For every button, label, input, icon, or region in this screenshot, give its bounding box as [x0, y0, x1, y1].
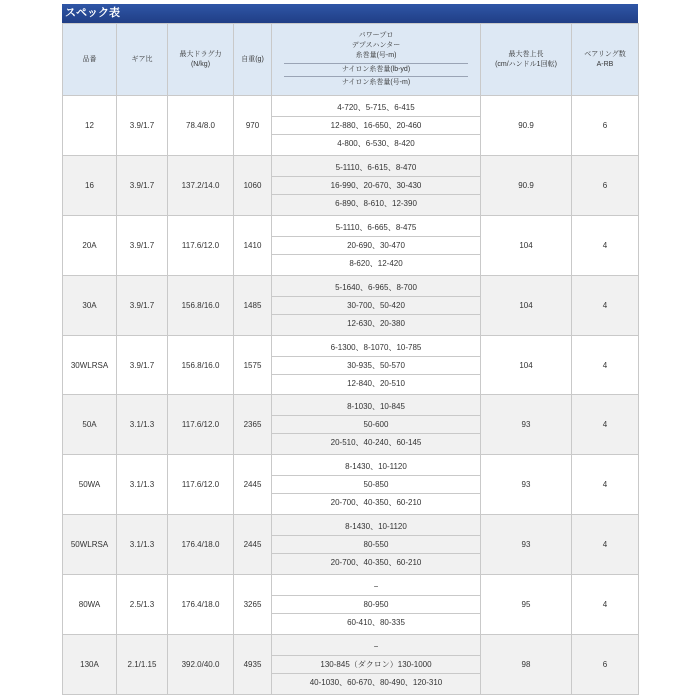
cell-max-drag: 137.2/14.0	[168, 155, 234, 215]
capacity-line: 50-850	[272, 475, 480, 493]
cell-bearings: 4	[572, 575, 639, 635]
capacity-line: 20-690、30-470	[272, 236, 480, 254]
capacity-line: 12-880、16-650、20-460	[272, 116, 480, 134]
cell-max-retrieve: 93	[481, 395, 572, 455]
section-title: スペック表	[62, 4, 638, 23]
cell-max-drag: 78.4/8.0	[168, 96, 234, 156]
cell-model: 50WA	[63, 455, 117, 515]
cell-gear-ratio: 3.9/1.7	[117, 155, 168, 215]
capacity-line: 20-700、40-350、60-210	[272, 493, 480, 511]
cell-max-retrieve: 98	[481, 635, 572, 695]
cell-gear-ratio: 3.1/1.3	[117, 455, 168, 515]
header-line-capacity: パワープロ デプスハンター 糸巻量(号-m) ナイロン糸巻量(lb-yd) ナイロン糸巻量(号-m)	[272, 24, 481, 96]
header-weight: 自重(g)	[234, 24, 272, 96]
cell-gear-ratio: 3.1/1.3	[117, 395, 168, 455]
capacity-line: 30-700、50-420	[272, 296, 480, 314]
capacity-line: 5-1640、6-965、8-700	[335, 282, 417, 292]
cell-line-capacity	[272, 275, 481, 335]
cell-bearings: 4	[572, 395, 639, 455]
header-model: 品番	[63, 24, 117, 96]
cell-weight: 2445	[234, 515, 272, 575]
cell-model: 16	[63, 155, 117, 215]
cell-model: 30A	[63, 275, 117, 335]
cell-gear-ratio: 3.9/1.7	[117, 215, 168, 275]
cell-weight: 1060	[234, 155, 272, 215]
capacity-line: 5-1110、6-615、8-470	[335, 162, 417, 172]
header-row	[63, 24, 639, 96]
capacity-line: 8-620、12-420	[272, 254, 480, 272]
capacity-line: 40-1030、60-670、80-490、120-310	[272, 673, 480, 691]
capacity-line: 130-845（ダクロン）130-1000	[272, 655, 480, 673]
header-max-retrieve: 最大巻上長 (cm/ハンドル1回転)	[481, 24, 572, 96]
cell-gear-ratio: 3.9/1.7	[117, 335, 168, 395]
cell-max-retrieve: 90.9	[481, 155, 572, 215]
cell-model: 50A	[63, 395, 117, 455]
cell-weight: 1485	[234, 275, 272, 335]
cell-model: 12	[63, 96, 117, 156]
cell-bearings: 4	[572, 335, 639, 395]
capacity-line: 8-1430、10-1120	[345, 522, 407, 532]
cell-model: 20A	[63, 215, 117, 275]
cell-max-retrieve: 95	[481, 575, 572, 635]
cell-line-capacity	[272, 575, 481, 635]
cell-max-retrieve: 104	[481, 215, 572, 275]
cell-gear-ratio: 3.9/1.7	[117, 96, 168, 156]
cell-max-retrieve: 90.9	[481, 96, 572, 156]
cell-line-capacity	[272, 515, 481, 575]
header-bearings: ベアリング数 A-RB	[572, 24, 639, 96]
capacity-line: 4-720、5-715、6-415	[337, 102, 415, 112]
capacity-line: 12-630、20-380	[272, 314, 480, 332]
cell-line-capacity	[272, 635, 481, 695]
cell-line-capacity	[272, 455, 481, 515]
table-row	[63, 515, 639, 575]
capacity-line: −	[373, 641, 379, 651]
table-row	[63, 635, 639, 695]
cell-max-drag: 392.0/40.0	[168, 635, 234, 695]
cell-max-drag: 156.8/16.0	[168, 335, 234, 395]
capacity-line: 20-700、40-350、60-210	[272, 553, 480, 571]
cell-bearings: 4	[572, 515, 639, 575]
cell-max-retrieve: 104	[481, 335, 572, 395]
cell-max-retrieve: 93	[481, 455, 572, 515]
cell-max-drag: 117.6/12.0	[168, 455, 234, 515]
table-row	[63, 155, 639, 215]
cell-line-capacity	[272, 155, 481, 215]
cell-weight: 3265	[234, 575, 272, 635]
table-row	[63, 215, 639, 275]
table-row	[63, 275, 639, 335]
capacity-line: −	[373, 582, 379, 592]
table-row	[63, 575, 639, 635]
cell-max-drag: 117.6/12.0	[168, 395, 234, 455]
cell-max-retrieve: 93	[481, 515, 572, 575]
capacity-line: 6-1300、8-1070、10-785	[330, 342, 422, 352]
capacity-line: 4-800、6-530、8-420	[272, 134, 480, 152]
spec-table	[62, 23, 639, 695]
cell-model: 80WA	[63, 575, 117, 635]
cell-bearings: 4	[572, 215, 639, 275]
cell-weight: 1575	[234, 335, 272, 395]
cell-max-drag: 117.6/12.0	[168, 215, 234, 275]
cell-weight: 2365	[234, 395, 272, 455]
cell-weight: 970	[234, 96, 272, 156]
cell-bearings: 4	[572, 455, 639, 515]
capacity-line: 80-950	[272, 595, 480, 613]
table-row	[63, 335, 639, 395]
table-row	[63, 96, 639, 156]
capacity-line: 50-600	[272, 415, 480, 433]
cell-line-capacity	[272, 335, 481, 395]
capacity-line: 30-935、50-570	[272, 356, 480, 374]
cell-weight: 2445	[234, 455, 272, 515]
cell-max-drag: 176.4/18.0	[168, 575, 234, 635]
cell-line-capacity	[272, 395, 481, 455]
cell-gear-ratio: 3.1/1.3	[117, 515, 168, 575]
cell-bearings: 6	[572, 96, 639, 156]
cell-max-retrieve: 104	[481, 275, 572, 335]
capacity-line: 20-510、40-240、60-145	[272, 433, 480, 451]
table-row	[63, 395, 639, 455]
capacity-line: 80-550	[272, 535, 480, 553]
capacity-line: 12-840、20-510	[272, 374, 480, 392]
cell-line-capacity	[272, 96, 481, 156]
cell-weight: 1410	[234, 215, 272, 275]
header-gear-ratio: ギア比	[117, 24, 168, 96]
capacity-line: 60-410、80-335	[272, 613, 480, 631]
capacity-line: 8-1030、10-845	[347, 402, 405, 412]
cell-max-drag: 156.8/16.0	[168, 275, 234, 335]
capacity-line: 8-1430、10-1120	[345, 462, 407, 472]
cell-bearings: 6	[572, 155, 639, 215]
cell-max-drag: 176.4/18.0	[168, 515, 234, 575]
capacity-line: 6-890、8-610、12-390	[272, 194, 480, 212]
cell-model: 30WLRSA	[63, 335, 117, 395]
cell-weight: 4935	[234, 635, 272, 695]
capacity-line: 16-990、20-670、30-430	[272, 176, 480, 194]
cell-model: 50WLRSA	[63, 515, 117, 575]
cell-bearings: 4	[572, 275, 639, 335]
cell-model: 130A	[63, 635, 117, 695]
cell-bearings: 6	[572, 635, 639, 695]
table-row	[63, 455, 639, 515]
spec-section	[62, 4, 638, 695]
cell-gear-ratio: 2.5/1.3	[117, 575, 168, 635]
header-max-drag: 最大ドラグ力 (N/kg)	[168, 24, 234, 96]
capacity-line: 5-1110、6-665、8-475	[335, 222, 417, 232]
cell-line-capacity	[272, 215, 481, 275]
cell-gear-ratio: 2.1/1.15	[117, 635, 168, 695]
cell-gear-ratio: 3.9/1.7	[117, 275, 168, 335]
